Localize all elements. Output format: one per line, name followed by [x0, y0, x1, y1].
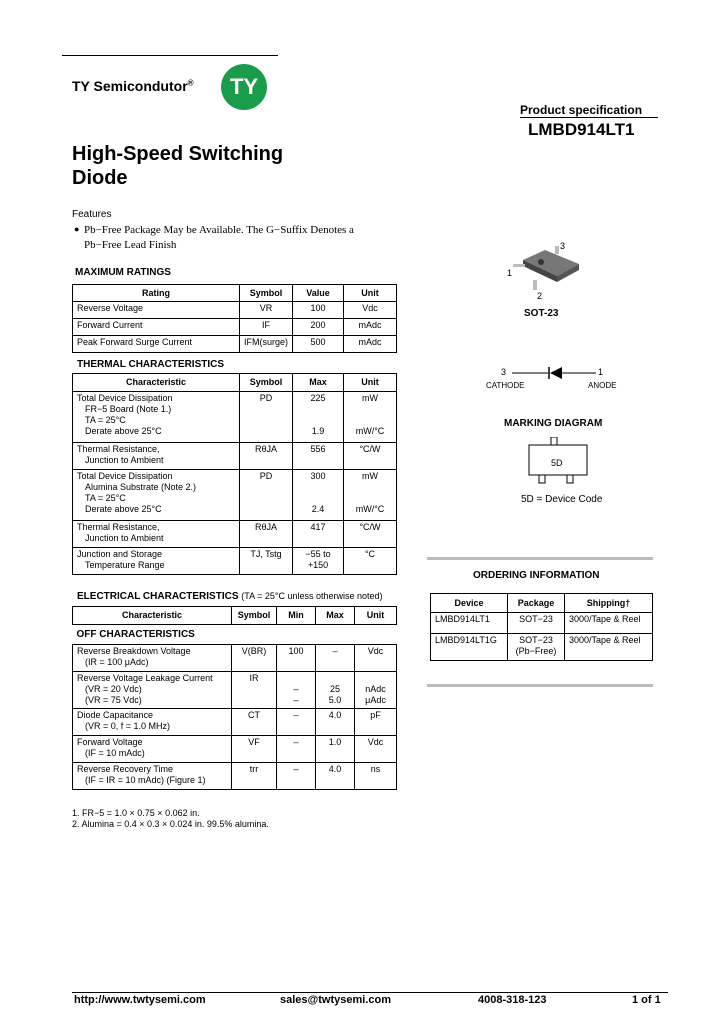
marking-code: 5D — [551, 458, 563, 468]
features-bullet: Pb−Free Package May be Available. The G−Suffix Denotes a — [84, 224, 354, 236]
ordering-table: Device Package Shipping† LMBD914LT1 SOT−23 3000/Tape & Reel LMBD914LT1G SOT−23 (Pb−Free) 3000/Tape & Reel — [430, 593, 653, 661]
company-name: TY Semicondutor® — [72, 78, 194, 94]
footer-page: 1 of 1 — [632, 994, 661, 1006]
features-heading: Features — [72, 209, 112, 220]
table-row: Reverse Breakdown Voltage (IR = 100 μAdc) V(BR) 100 – Vdc — [73, 645, 397, 672]
table-row: Reverse Voltage Leakage Current (VR = 20 Vdc) (VR = 75 Vdc) IR – – 25 5.0 nAdc μAdc — [73, 672, 397, 709]
table-row: LMBD914LT1G SOT−23 (Pb−Free) 3000/Tape & Reel — [431, 634, 653, 661]
anode-pin: 1 — [598, 367, 604, 377]
cathode-pin: 3 — [501, 367, 507, 377]
electrical-heading: ELECTRICAL CHARACTERISTICS (TA = 25°C unless otherwise noted) — [77, 591, 383, 602]
footer-email[interactable]: sales@twtysemi.com — [280, 994, 391, 1006]
page-title-line2: Diode — [72, 167, 128, 189]
anode-label: ANODE — [588, 381, 617, 390]
table-row: Junction and Storage Temperature Range TJ, Tstg −55 to +150 °C — [73, 548, 397, 575]
thermal-table: Characteristic Symbol Max Unit Total Device Dissipation FR−5 Board (Note 1.) TA = 25°C Derate above 25°C PD 225 1.9 mW mW/°C Thermal Resistance, Junction to Ambient RθJA 556 °C/W Total Device Dissipation Alumina Substrate (Note 2.) TA = 25°C Derate above 25°C PD 300 2.4 mW mW/°C Thermal Resistance, Junction to Ambient RθJA 417 °C/W Junction and Storage Temperature Range TJ, Tstg −55 to +150 °C — [72, 373, 397, 575]
ordering-heading: ORDERING INFORMATION — [473, 570, 600, 581]
sot23-package-image — [505, 238, 595, 302]
table-row: Reverse Recovery Time (IF = IR = 10 mAdc) (Figure 1) trr – 4.0 ns — [73, 763, 397, 790]
table-row: Total Device Dissipation FR−5 Board (Note 1.) TA = 25°C Derate above 25°C PD 225 1.9 mW mW/°C — [73, 392, 397, 443]
bullet-icon: ● — [74, 224, 80, 234]
cathode-label: CATHODE — [486, 381, 525, 390]
thermal-heading: THERMAL CHARACTERISTICS — [77, 359, 225, 370]
footer-phone: 4008-318-123 — [478, 994, 547, 1006]
package-label: SOT-23 — [524, 308, 559, 319]
table-row: Thermal Resistance, Junction to Ambient RθJA 417 °C/W — [73, 521, 397, 548]
pin1-label: 1 — [507, 268, 513, 278]
company-logo: TY — [221, 64, 267, 110]
table-row: Thermal Resistance, Junction to Ambient RθJA 556 °C/W — [73, 443, 397, 470]
max-ratings-table: Rating Symbol Value Unit Reverse Voltage VR 100 Vdc Forward Current IF 200 mAdc Peak Forward Surge Current IFM(surge) 500 mAdc — [72, 284, 397, 353]
marking-legend: 5D = Device Code — [521, 494, 603, 505]
table-row: Peak Forward Surge Current IFM(surge) 500 mAdc — [73, 336, 397, 353]
table-row: Diode Capacitance (VR = 0, f = 1.0 MHz) CT – 4.0 pF — [73, 709, 397, 736]
table-row: Total Device Dissipation Alumina Substrate (Note 2.) TA = 25°C Derate above 25°C PD 300 2.4 mW mW/°C — [73, 470, 397, 521]
marking-heading: MARKING DIAGRAM — [504, 418, 603, 429]
table-row: Forward Current IF 200 mAdc — [73, 319, 397, 336]
footer-url[interactable]: http://www.twtysemi.com — [74, 994, 206, 1006]
table-row: LMBD914LT1 SOT−23 3000/Tape & Reel — [431, 613, 653, 634]
part-number: LMBD914LT1 — [528, 120, 635, 139]
note-1: 1. FR−5 = 1.0 × 0.75 × 0.062 in. — [72, 808, 200, 818]
page-title-line1: High-Speed Switching — [72, 143, 284, 165]
max-ratings-heading: MAXIMUM RATINGS — [75, 267, 171, 278]
table-row: Reverse Voltage VR 100 Vdc — [73, 302, 397, 319]
diode-symbol — [510, 365, 598, 381]
pin3-label: 3 — [560, 241, 566, 251]
features-bullet-cont: Pb−Free Lead Finish — [84, 239, 177, 251]
note-2: 2. Alumina = 0.4 × 0.3 × 0.024 in. 99.5% alumina. — [72, 819, 269, 829]
product-spec-label: Product specification — [520, 103, 643, 117]
table-row: Forward Voltage (IF = 10 mAdc) VF – 1.0 Vdc — [73, 736, 397, 763]
pin2-label: 2 — [537, 291, 543, 301]
electrical-table: Characteristic Symbol Min Max Unit OFF CHARACTERISTICS Reverse Breakdown Voltage (IR = 100 μAdc) V(BR) 100 – Vdc Reverse Voltage Leakage Current (VR = 20 Vdc) (VR = 75 Vdc) IR – – 25 5.0 nAdc μAdc Diode Capacitance (VR = 0, f = 1.0 MHz) CT – 4.0 pF Forward Voltage (IF = 10 mAdc) VF – 1.0 Vdc Reverse Recovery Time (IF = IR = 10 mAdc) (Figure 1) trr – 4.0 ns — [72, 606, 397, 790]
